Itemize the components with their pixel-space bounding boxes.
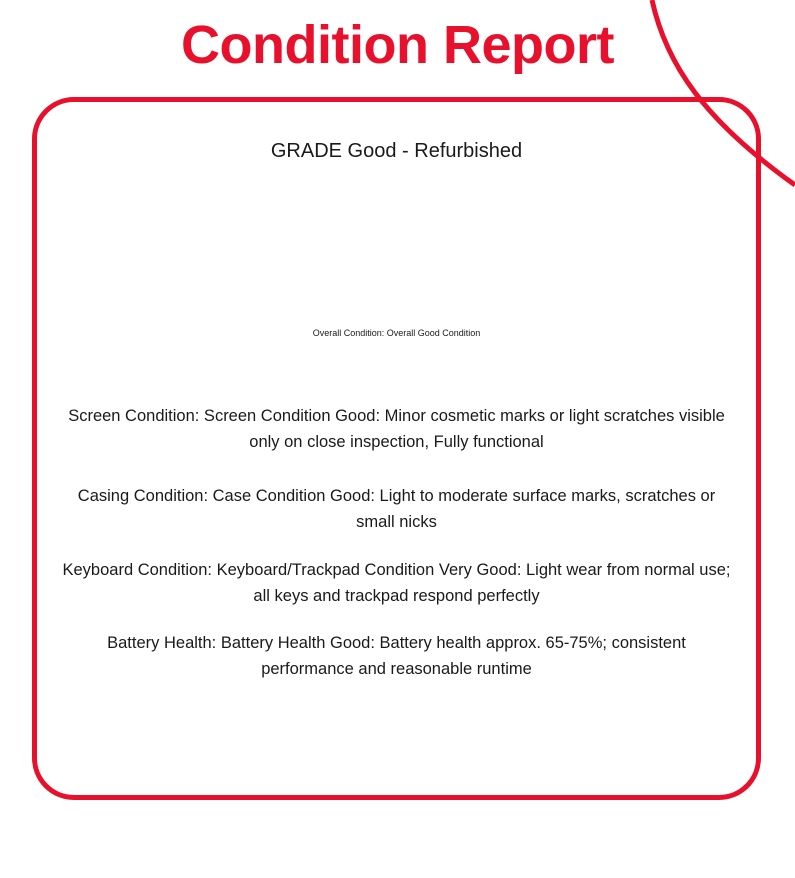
overall-condition-line: Overall Condition: Overall Good Condition [312, 328, 481, 338]
keyboard-condition-text: Keyboard Condition: Keyboard/Trackpad Condition Very Good: Light wear from normal use; all keys and trackpad respond perfectly [62, 561, 731, 605]
battery-health-text: Battery Health: Battery Health Good: Battery health approx. 65-75%; consistent performance and reasonable runtime [107, 634, 686, 678]
report-content [60, 97, 733, 800]
screen-condition-text: Screen Condition: Screen Condition Good: Minor cosmetic marks or light scratches visible only on close inspection, Fully functional [68, 407, 725, 451]
page-title: Condition Report [181, 15, 614, 75]
casing-condition-text: Casing Condition: Case Condition Good: Light to moderate surface marks, scratches or small nicks [77, 487, 716, 531]
grade-line: GRADE Good - Refurbished [270, 140, 523, 162]
